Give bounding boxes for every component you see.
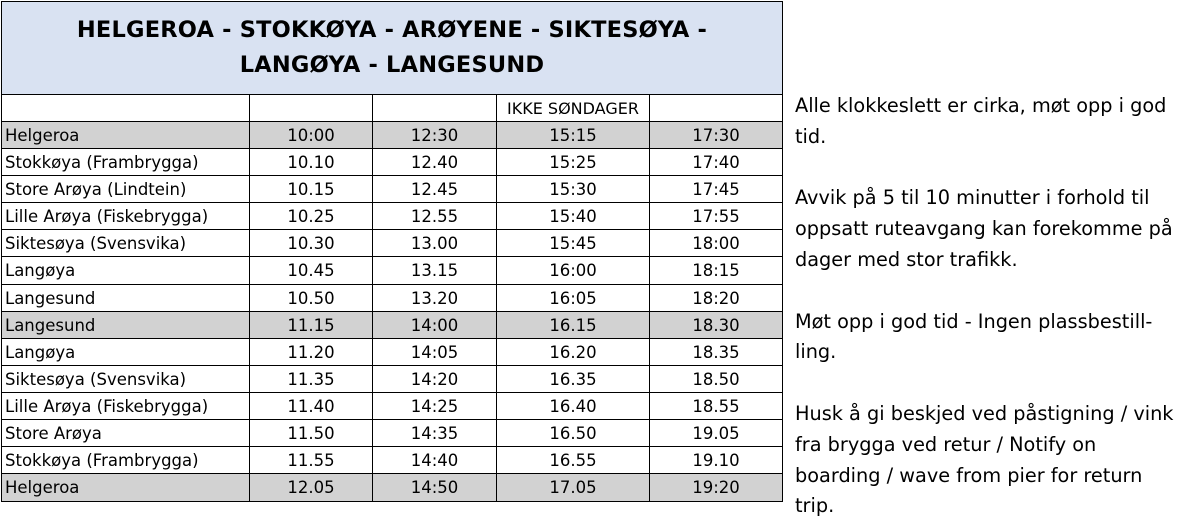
- departure-time-cell: 12.40: [373, 149, 497, 176]
- stop-name-cell: Store Arøya: [2, 420, 250, 447]
- stop-name-cell: Helgeroa: [2, 474, 250, 501]
- departure-time-cell: 14:50: [373, 474, 497, 501]
- ferry-timetable: [1, 1, 783, 502]
- header-cell-departure-1: [250, 95, 373, 122]
- stop-name-cell: Stokkøya (Frambrygga): [2, 149, 250, 176]
- departure-time-cell: 14:40: [373, 447, 497, 474]
- departure-time-cell: 11.55: [250, 447, 373, 474]
- departure-time-cell: 18:00: [650, 230, 782, 257]
- departure-time-cell: 13.00: [373, 230, 497, 257]
- departure-time-cell: 19.10: [650, 447, 782, 474]
- departure-time-cell: 14:05: [373, 339, 497, 366]
- departure-time-cell: 18:20: [650, 285, 782, 312]
- departure-time-cell: 10.50: [250, 285, 373, 312]
- header-cell-departure-2: [373, 95, 497, 122]
- departure-time-cell: 12:30: [373, 122, 497, 149]
- note-notify-boarding: Husk å gi beskjed ved påstigning / vink fra brygga ved retur / Notify on boarding / wave from pier for return trip.: [795, 401, 1174, 518]
- departure-time-cell: 17:55: [650, 203, 782, 230]
- departure-time-cell: 16.15: [497, 312, 650, 339]
- stop-name-cell: Langøya: [2, 339, 250, 366]
- departure-time-cell: 16.40: [497, 393, 650, 420]
- departure-time-cell: 14:00: [373, 312, 497, 339]
- stop-name-cell: Stokkøya (Frambrygga): [2, 447, 250, 474]
- departure-time-cell: 15:40: [497, 203, 650, 230]
- departure-time-cell: 15:25: [497, 149, 650, 176]
- header-cell-departure-4: [650, 95, 782, 122]
- departure-time-cell: 17:40: [650, 149, 782, 176]
- departure-time-cell: 16:05: [497, 285, 650, 312]
- departure-time-cell: 16.55: [497, 447, 650, 474]
- departure-time-cell: 12.45: [373, 176, 497, 203]
- stop-name-cell: Store Arøya (Lindtein): [2, 176, 250, 203]
- departure-time-cell: 14:35: [373, 420, 497, 447]
- departure-time-cell: 13.15: [373, 257, 497, 284]
- departure-time-cell: 15:30: [497, 176, 650, 203]
- departure-time-cell: 14:20: [373, 366, 497, 393]
- departure-time-cell: 17.05: [497, 474, 650, 501]
- timetable-title-box: [2, 2, 782, 95]
- departure-time-cell: 18.50: [650, 366, 782, 393]
- departure-time-cell: 12.05: [250, 474, 373, 501]
- departure-time-cell: 11.15: [250, 312, 373, 339]
- departure-time-cell: 15:15: [497, 122, 650, 149]
- timetable-grid: [2, 95, 782, 501]
- stop-name-cell: Siktesøya (Svensvika): [2, 230, 250, 257]
- departure-time-cell: 18:15: [650, 257, 782, 284]
- departure-time-cell: 18.35: [650, 339, 782, 366]
- departure-time-cell: 10.10: [250, 149, 373, 176]
- header-cell-departure-3: IKKE SØNDAGER: [497, 95, 650, 122]
- departure-time-cell: 10:00: [250, 122, 373, 149]
- departure-time-cell: 19:20: [650, 474, 782, 501]
- departure-time-cell: 10.15: [250, 176, 373, 203]
- departure-time-cell: 17:30: [650, 122, 782, 149]
- departure-time-cell: 16.20: [497, 339, 650, 366]
- departure-time-cell: 10.25: [250, 203, 373, 230]
- departure-time-cell: 16.35: [497, 366, 650, 393]
- departure-time-cell: 17:45: [650, 176, 782, 203]
- departure-time-cell: 12.55: [373, 203, 497, 230]
- stop-name-cell: Lille Arøya (Fiskebrygga): [2, 203, 250, 230]
- stop-name-cell: Helgeroa: [2, 122, 250, 149]
- timetable-title: HELGEROA - STOKKØYA - ARØYENE - SIKTESØYA - LANGØYA - LANGESUND: [76, 17, 708, 78]
- note-approximate-times: Alle klokkeslett er cirka, møt opp i god tid.: [795, 94, 1167, 148]
- departure-time-cell: 10.30: [250, 230, 373, 257]
- stop-name-cell: Langøya: [2, 257, 250, 284]
- departure-time-cell: 14:25: [373, 393, 497, 420]
- departure-time-cell: 18.30: [650, 312, 782, 339]
- note-no-reservation: Møt opp i god tid - Ingen plassbestill-ling.: [795, 309, 1153, 364]
- departure-time-cell: 11.35: [250, 366, 373, 393]
- departure-time-cell: 11.40: [250, 393, 373, 420]
- stop-name-cell: Siktesøya (Svensvika): [2, 366, 250, 393]
- header-cell-stop: [2, 95, 250, 122]
- departure-time-cell: 11.50: [250, 420, 373, 447]
- stop-name-cell: Langesund: [2, 285, 250, 312]
- departure-time-cell: 16:00: [497, 257, 650, 284]
- stop-name-cell: Langesund: [2, 312, 250, 339]
- departure-time-cell: 10.45: [250, 257, 373, 284]
- departure-time-cell: 13.20: [373, 285, 497, 312]
- departure-time-cell: 15:45: [497, 230, 650, 257]
- stop-name-cell: Lille Arøya (Fiskebrygga): [2, 393, 250, 420]
- departure-time-cell: 19.05: [650, 420, 782, 447]
- timetable-notes: [795, 91, 1187, 522]
- departure-time-cell: 18.55: [650, 393, 782, 420]
- departure-time-cell: 11.20: [250, 339, 373, 366]
- note-delay-warning: Avvik på 5 til 10 minutter i forhold til oppsatt ruteavgang kan forekomme på dager med stor trafikk.: [795, 186, 1173, 271]
- departure-time-cell: 16.50: [497, 420, 650, 447]
